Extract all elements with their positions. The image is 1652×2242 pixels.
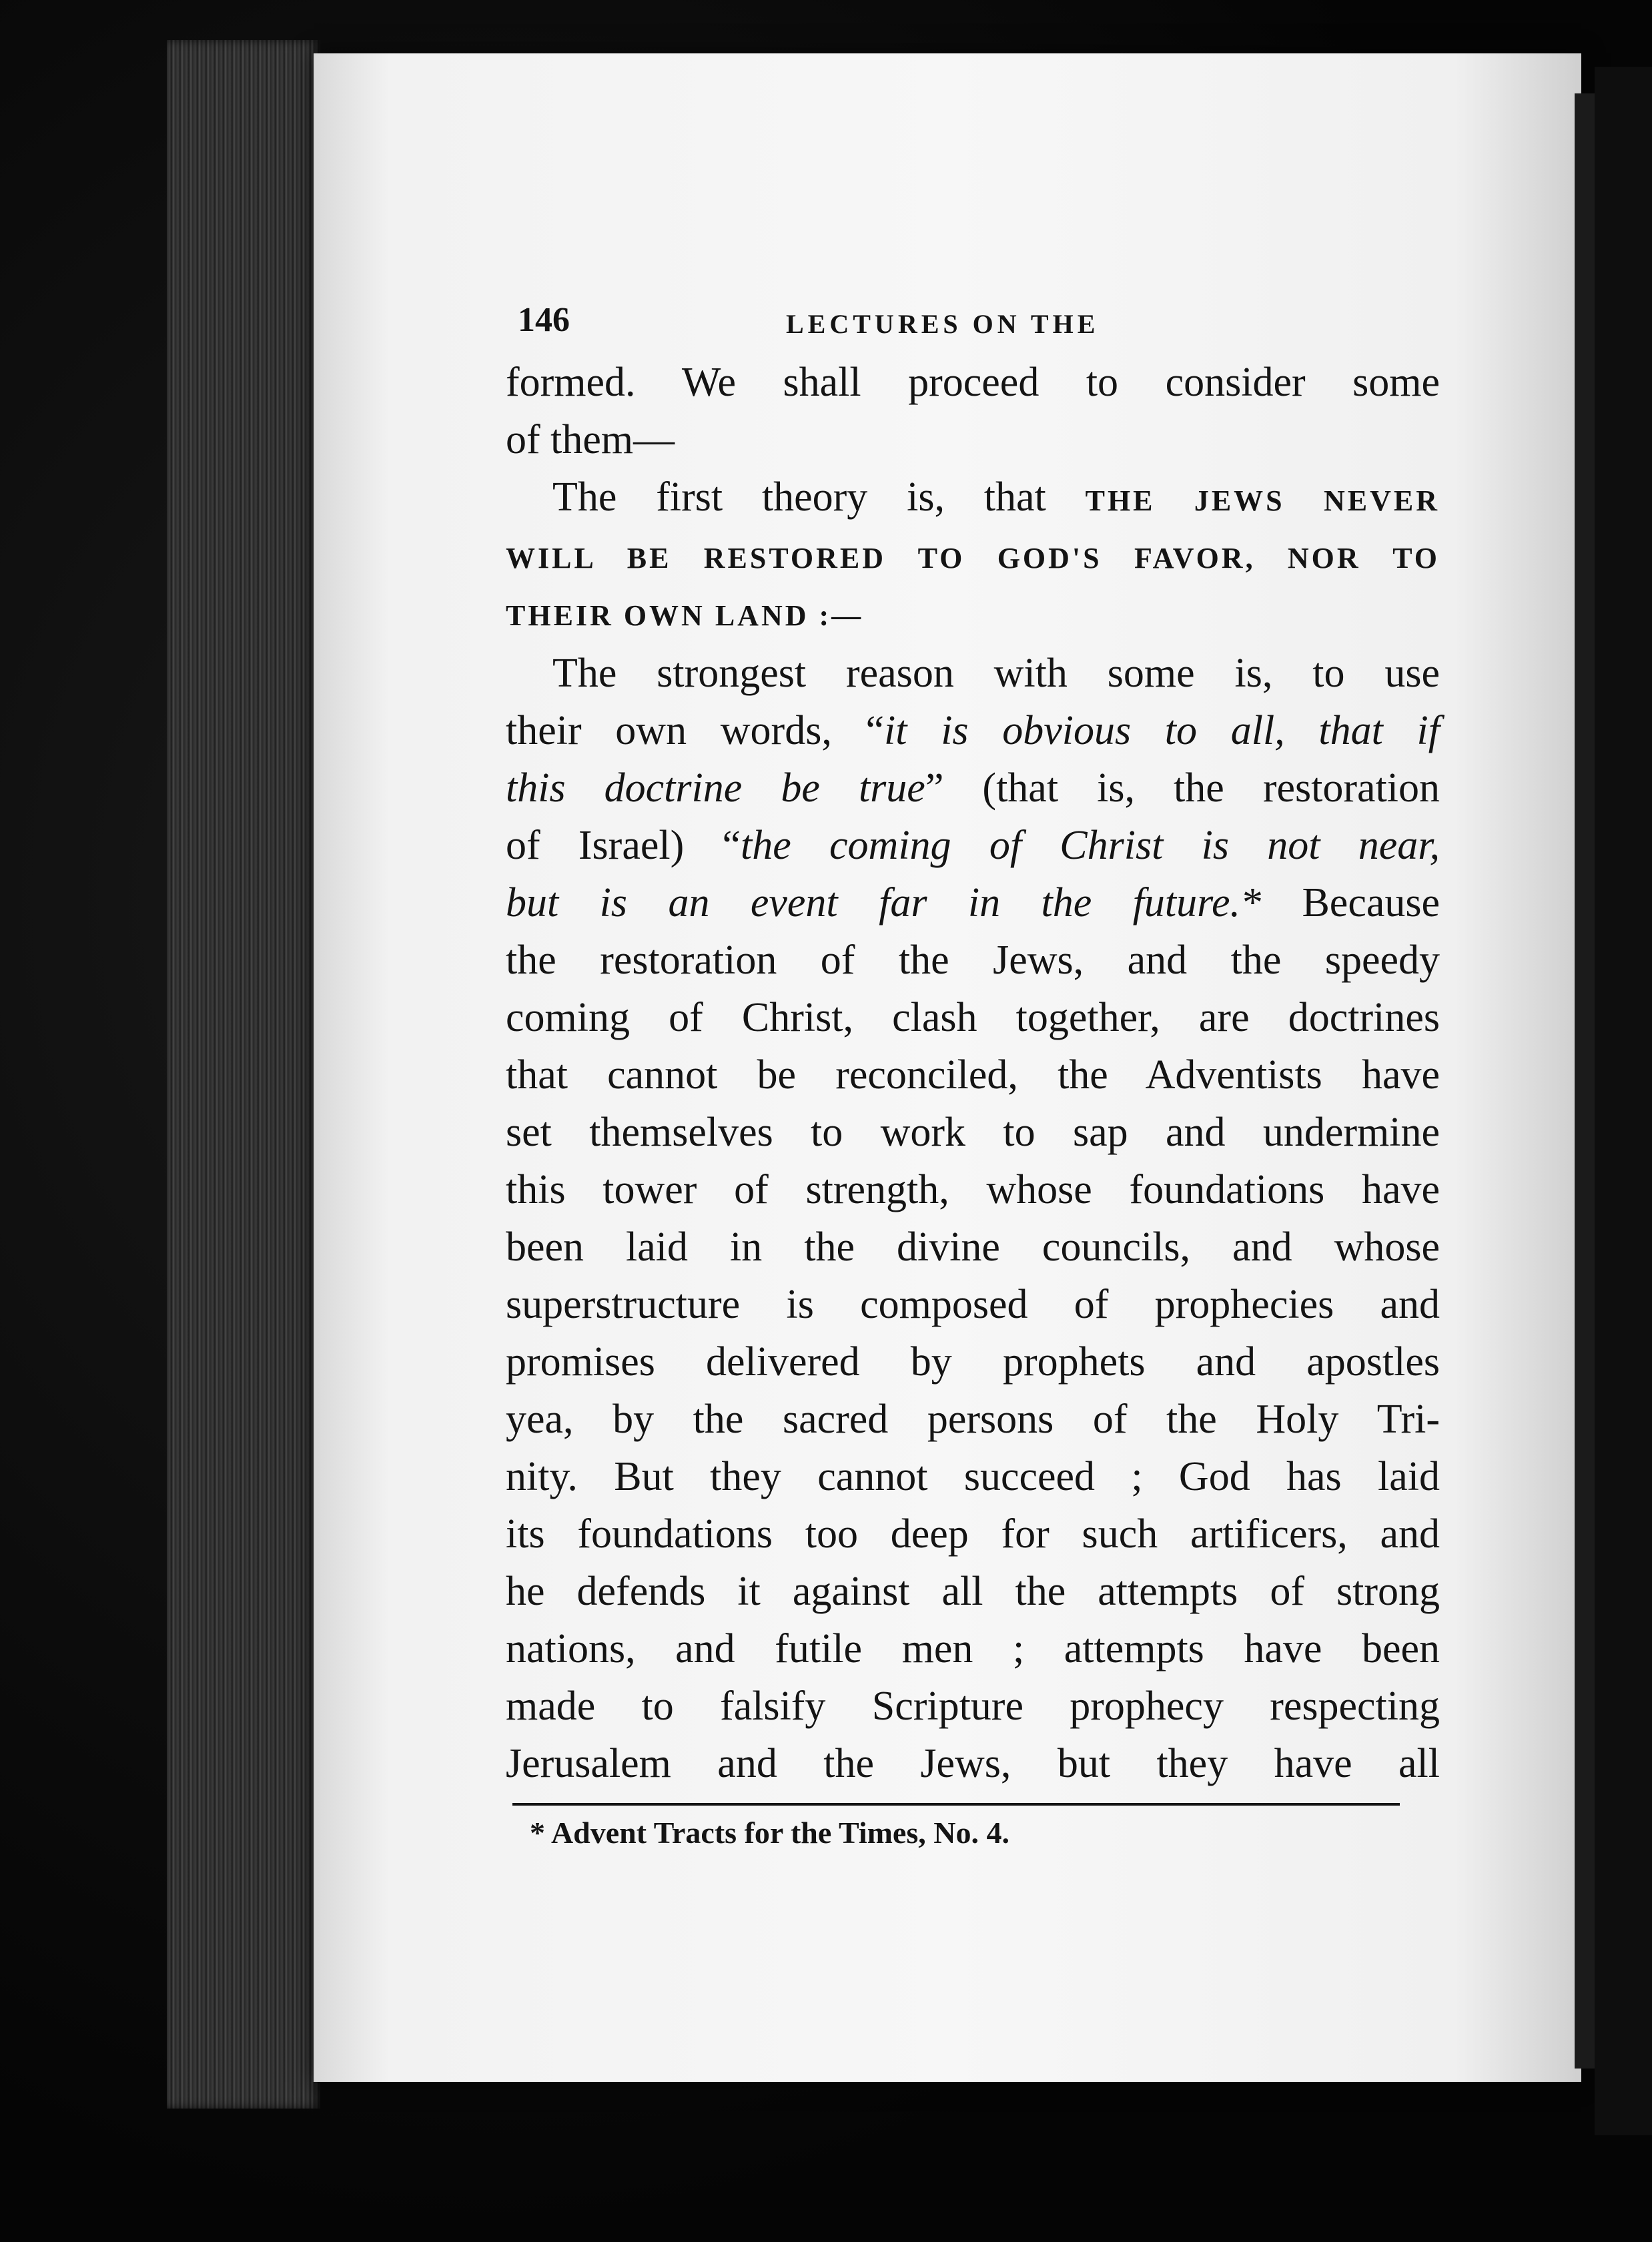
- text-line: set themselves to work to sap and undermine: [506, 1110, 1440, 1155]
- running-head: LECTURES ON THE: [786, 309, 1100, 339]
- book-page-edges: [167, 40, 320, 2109]
- text-line: Jerusalem and the Jews, but they have all: [506, 1741, 1440, 1786]
- text-line: the restoration of the Jews, and the speedy: [506, 938, 1440, 983]
- text-line: promises delivered by prophets and apostles: [506, 1339, 1440, 1385]
- text-run: Because: [1261, 880, 1440, 925]
- footnote: * Advent Tracts for the Times, No. 4.: [530, 1816, 1009, 1850]
- italic-run: it is obvious to all, that if: [884, 708, 1440, 753]
- text-line: yea, by the sacred persons of the Holy Tri-: [506, 1397, 1440, 1442]
- page-header: [506, 294, 1440, 354]
- scan-right-margin: [1595, 67, 1652, 2135]
- text-line: nity. But they cannot succeed ; God has laid: [506, 1454, 1440, 1499]
- page-number: 146: [518, 301, 570, 339]
- text-line: The strongest reason with some is, to use: [552, 651, 1440, 696]
- text-run: their own words, “: [506, 708, 885, 753]
- italic-run: this doctrine be true: [506, 765, 925, 811]
- text-line: [506, 702, 1440, 759]
- text-line: [506, 874, 1440, 931]
- text-line: made to falsify Scripture prophecy respecting: [506, 1684, 1440, 1729]
- text-line: coming of Christ, clash together, are doctrines: [506, 995, 1440, 1040]
- text-run: ” (that is, the restoration: [925, 765, 1440, 811]
- text-line: that cannot be reconciled, the Adventists have: [506, 1052, 1440, 1098]
- page-text: [506, 294, 1440, 1850]
- italic-run: but is an event far in the future.*: [506, 880, 1262, 925]
- next-page-edge: [1575, 93, 1595, 2069]
- text-line: of them—: [506, 417, 675, 462]
- text-run: of Israel) “: [506, 823, 741, 868]
- text-line: nations, and futile men ; attempts have been: [506, 1626, 1440, 1671]
- text-line: [506, 817, 1440, 874]
- text-line: been laid in the divine councils, and whose: [506, 1224, 1440, 1270]
- text-line: [506, 468, 1440, 530]
- text-run: The first theory is, that: [552, 474, 1046, 520]
- italic-run: the coming of Christ is not near,: [741, 823, 1440, 868]
- text-line: [506, 759, 1440, 817]
- small-caps-line: THEIR OWN LAND :—: [506, 599, 864, 632]
- small-caps-run: THE JEWS NEVER: [1085, 484, 1440, 517]
- footnote-rule: [512, 1803, 1400, 1806]
- text-line: he defends it against all the attempts of strong: [506, 1569, 1440, 1614]
- text-line: this tower of strength, whose foundations have: [506, 1167, 1440, 1212]
- text-line: its foundations too deep for such artificers, and: [506, 1511, 1440, 1557]
- small-caps-line: WILL BE RESTORED TO GOD'S FAVOR, NOR TO: [506, 542, 1440, 575]
- text-line: formed. We shall proceed to consider some: [506, 360, 1440, 405]
- text-line: superstructure is composed of prophecies and: [506, 1282, 1440, 1327]
